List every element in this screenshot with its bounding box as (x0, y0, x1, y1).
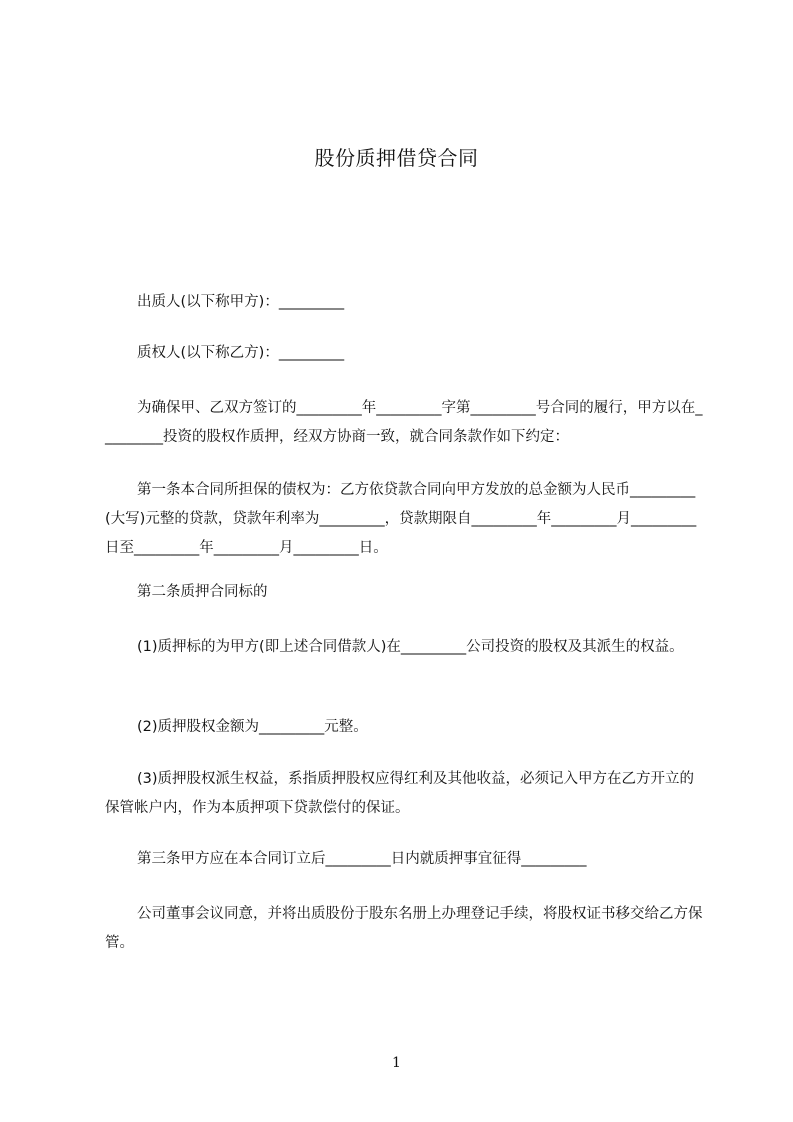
article-2-item-3: (3)质押股权派生权益，系指质押股权应得红利及其他收益，必须记入甲方在乙方开立的保管帐户内，作为本质押项下贷款偿付的保证。 (105, 771, 695, 816)
article-1-paragraph: 第一条本合同所担保的债权为：乙方依贷款合同向甲方发放的总金额为人民币_________(大写)元整的贷款，贷款年利率为_________，贷款期限自_________年_________月_________日至_________年_________月_________日。 (105, 482, 697, 556)
document-title: 股份质押借贷合同 (314, 146, 479, 170)
pledgor-line: 出质人(以下称甲方)：_________ (137, 294, 345, 310)
preamble-paragraph: 为确保甲、乙双方签订的_________年_________字第_________号合同的履行，甲方以在_________投资的股权作质押，经双方协商一致，就合同条款作如下约定： (105, 400, 703, 445)
article-3-paragraph: 第三条甲方应在本合同订立后_________日内就质押事宜征得_________ (137, 851, 587, 867)
article-2-item-2: (2)质押股权金额为_________元整。 (137, 719, 368, 735)
article-3-continuation: 公司董事会议同意，并将出质股份于股东名册上办理登记手续，将股权证书移交给乙方保管。 (105, 906, 703, 951)
article-2-item-1: (1)质押标的为甲方(即上述合同借款人)在_________公司投资的股权及其派生的权益。 (137, 639, 684, 655)
article-2-heading: 第二条质押合同标的 (137, 584, 268, 600)
page-number: 1 (392, 1055, 401, 1071)
pledgee-line: 质权人(以下称乙方)：_________ (137, 345, 345, 361)
